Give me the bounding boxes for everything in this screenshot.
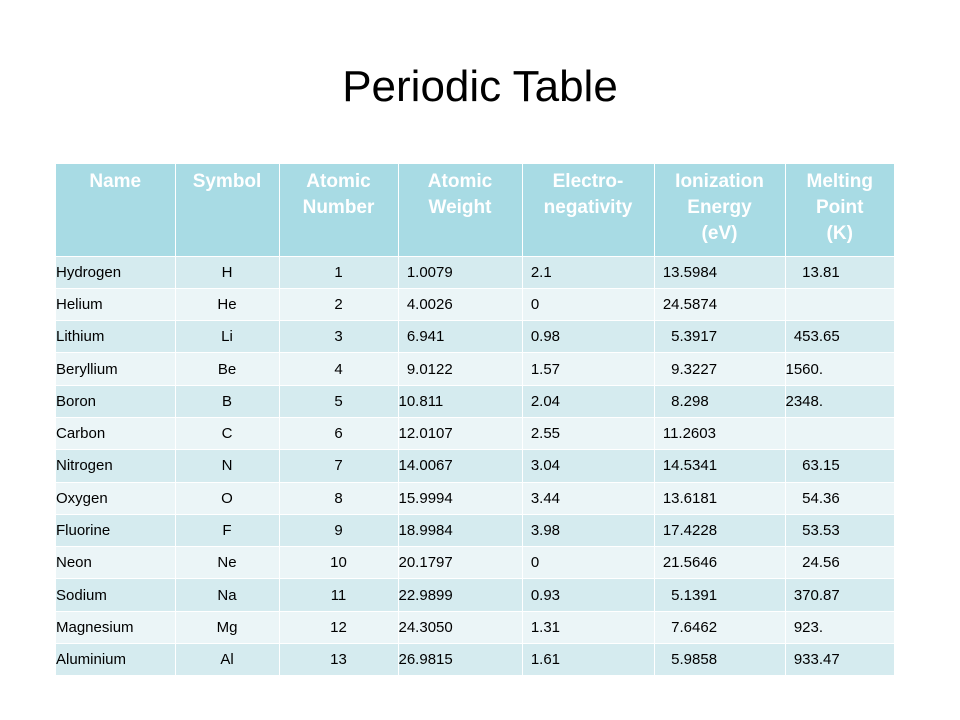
cell-atomic-weight: 15.9994 (398, 482, 522, 514)
cell-ionization-energy: 13.6181 (654, 482, 785, 514)
cell-melting-point: 13.81 (785, 256, 894, 288)
header-name: Name (56, 164, 175, 256)
cell-name: Lithium (56, 321, 175, 353)
cell-atomic-number: 12 (279, 611, 398, 643)
page-title: Periodic Table (342, 62, 618, 111)
cell-melting-point (785, 288, 894, 320)
cell-ionization-energy: 5.9858 (654, 644, 785, 676)
cell-atomic-number: 6 (279, 417, 398, 449)
header-atomic-number: Atomic Number (279, 164, 398, 256)
cell-symbol: B (175, 385, 279, 417)
cell-symbol: C (175, 417, 279, 449)
cell-name: Beryllium (56, 353, 175, 385)
cell-ionization-energy: 5.1391 (654, 579, 785, 611)
cell-name: Oxygen (56, 482, 175, 514)
cell-electronegativity: 1.31 (522, 611, 654, 643)
table-row (56, 256, 894, 288)
cell-atomic-weight: 1.0079 (398, 256, 522, 288)
cell-melting-point: 453.65 (785, 321, 894, 353)
cell-symbol: He (175, 288, 279, 320)
cell-ionization-energy: 14.5341 (654, 450, 785, 482)
table-row (56, 644, 894, 676)
cell-atomic-number: 2 (279, 288, 398, 320)
cell-atomic-number: 4 (279, 353, 398, 385)
cell-atomic-weight: 14.0067 (398, 450, 522, 482)
cell-symbol: Be (175, 353, 279, 385)
periodic-table (56, 164, 894, 675)
cell-name: Boron (56, 385, 175, 417)
cell-electronegativity: 2.1 (522, 256, 654, 288)
table-row (56, 321, 894, 353)
cell-atomic-weight: 9.0122 (398, 353, 522, 385)
table-row (56, 547, 894, 579)
cell-name: Aluminium (56, 644, 175, 676)
cell-atomic-number: 13 (279, 644, 398, 676)
table-row (56, 417, 894, 449)
cell-melting-point: 63.15 (785, 450, 894, 482)
cell-melting-point (785, 417, 894, 449)
cell-electronegativity: 3.04 (522, 450, 654, 482)
cell-ionization-energy: 8.298 (654, 385, 785, 417)
cell-name: Neon (56, 547, 175, 579)
cell-electronegativity: 1.57 (522, 353, 654, 385)
cell-symbol: N (175, 450, 279, 482)
cell-atomic-number: 10 (279, 547, 398, 579)
cell-ionization-energy: 11.2603 (654, 417, 785, 449)
cell-symbol: Li (175, 321, 279, 353)
table-row (56, 611, 894, 643)
cell-atomic-weight: 20.1797 (398, 547, 522, 579)
cell-name: Hydrogen (56, 256, 175, 288)
cell-atomic-weight: 6.941 (398, 321, 522, 353)
cell-melting-point: 2348. (785, 385, 894, 417)
cell-ionization-energy: 21.5646 (654, 547, 785, 579)
cell-atomic-weight: 4.0026 (398, 288, 522, 320)
cell-atomic-number: 8 (279, 482, 398, 514)
header-atomic-weight: Atomic Weight (398, 164, 522, 256)
cell-electronegativity: 1.61 (522, 644, 654, 676)
cell-atomic-number: 1 (279, 256, 398, 288)
cell-atomic-number: 9 (279, 514, 398, 546)
table-row (56, 385, 894, 417)
cell-electronegativity: 3.44 (522, 482, 654, 514)
cell-name: Sodium (56, 579, 175, 611)
cell-atomic-weight: 24.3050 (398, 611, 522, 643)
header-symbol: Symbol (175, 164, 279, 256)
cell-symbol: O (175, 482, 279, 514)
cell-symbol: H (175, 256, 279, 288)
cell-atomic-weight: 22.9899 (398, 579, 522, 611)
cell-symbol: Mg (175, 611, 279, 643)
cell-name: Helium (56, 288, 175, 320)
cell-electronegativity: 0.98 (522, 321, 654, 353)
cell-name: Carbon (56, 417, 175, 449)
cell-ionization-energy: 13.5984 (654, 256, 785, 288)
cell-electronegativity: 0 (522, 288, 654, 320)
cell-atomic-weight: 10.811 (398, 385, 522, 417)
cell-ionization-energy: 17.4228 (654, 514, 785, 546)
cell-name: Magnesium (56, 611, 175, 643)
table-row (56, 514, 894, 546)
cell-atomic-number: 11 (279, 579, 398, 611)
header-row (56, 164, 894, 256)
cell-electronegativity: 2.04 (522, 385, 654, 417)
cell-symbol: Al (175, 644, 279, 676)
cell-atomic-number: 3 (279, 321, 398, 353)
header-melting-point: Melting Point (K) (785, 164, 894, 256)
cell-atomic-number: 7 (279, 450, 398, 482)
cell-electronegativity: 3.98 (522, 514, 654, 546)
cell-atomic-number: 5 (279, 385, 398, 417)
cell-ionization-energy: 9.3227 (654, 353, 785, 385)
cell-name: Fluorine (56, 514, 175, 546)
cell-atomic-weight: 18.9984 (398, 514, 522, 546)
cell-melting-point: 370.87 (785, 579, 894, 611)
cell-melting-point: 24.56 (785, 547, 894, 579)
table-row (56, 579, 894, 611)
cell-atomic-weight: 12.0107 (398, 417, 522, 449)
cell-name: Nitrogen (56, 450, 175, 482)
cell-ionization-energy: 24.5874 (654, 288, 785, 320)
cell-ionization-energy: 5.3917 (654, 321, 785, 353)
cell-symbol: Na (175, 579, 279, 611)
header-ionization-energy: Ionization Energy (eV) (654, 164, 785, 256)
table-row (56, 482, 894, 514)
cell-melting-point: 923. (785, 611, 894, 643)
table-row (56, 353, 894, 385)
table-row (56, 450, 894, 482)
cell-symbol: Ne (175, 547, 279, 579)
cell-electronegativity: 0 (522, 547, 654, 579)
cell-atomic-weight: 26.9815 (398, 644, 522, 676)
cell-melting-point: 53.53 (785, 514, 894, 546)
header-electronegativity: Electro- negativity (522, 164, 654, 256)
cell-melting-point: 1560. (785, 353, 894, 385)
cell-electronegativity: 0.93 (522, 579, 654, 611)
table-row (56, 288, 894, 320)
cell-electronegativity: 2.55 (522, 417, 654, 449)
cell-symbol: F (175, 514, 279, 546)
cell-melting-point: 54.36 (785, 482, 894, 514)
cell-ionization-energy: 7.6462 (654, 611, 785, 643)
cell-melting-point: 933.47 (785, 644, 894, 676)
